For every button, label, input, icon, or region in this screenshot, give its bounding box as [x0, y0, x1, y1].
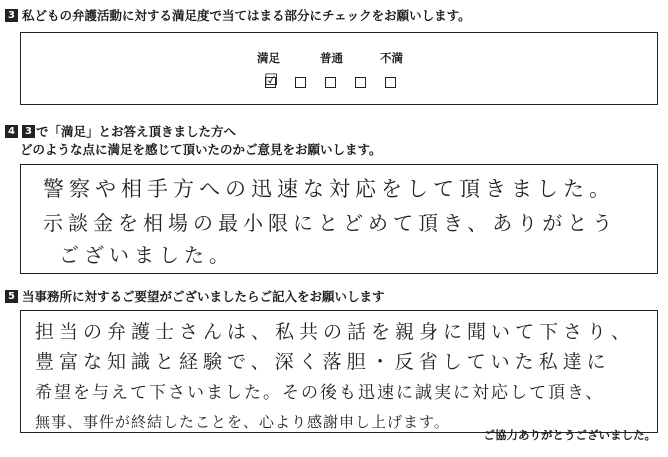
- scale-label-average: 普通: [320, 51, 343, 65]
- q4-answer-line-3: ございました。: [59, 243, 234, 267]
- rating-checkbox-2[interactable]: [295, 77, 306, 88]
- q5-answer-line-1: 担当の弁護士さんは、私共の話を親身に聞いて下さり、: [35, 321, 636, 343]
- scale-label-dissatisfied: 不満: [380, 51, 403, 65]
- q4-ref-badge: 3: [22, 125, 35, 138]
- q5-answer-line-4: 無事、事件が終結したことを、心より感謝申し上げます。: [35, 413, 450, 431]
- q3-heading: [5, 8, 471, 24]
- q5-answer-line-3: 希望を与えて下さいました。その後も迅速に誠実に対応して頂き、: [35, 383, 605, 403]
- q5-answer-box: [20, 310, 658, 433]
- q3-number-badge: 3: [5, 9, 18, 22]
- q5-number-badge: 5: [5, 290, 18, 303]
- q4-answer-line-2: 示談金を相場の最小限にとどめて頂き、ありがとう: [43, 211, 618, 235]
- scale-label-satisfied: 満足: [257, 51, 280, 65]
- rating-checkbox-4[interactable]: [355, 77, 366, 88]
- q4-question-line1: で「満足」とお答え頂きました方へ: [36, 124, 237, 139]
- q5-answer-line-2: 豊富な知識と経験で、深く落胆・反省していた私達に: [35, 351, 611, 373]
- q4-number-badge: 4: [5, 125, 18, 138]
- thank-you-footer: ご協力ありがとうございました。: [483, 428, 656, 442]
- checkmark-icon: ☑: [264, 70, 279, 89]
- q4-question-line2: どのような点に満足を感じて頂いたのかご意見をお願いします。: [20, 142, 382, 157]
- q3-rating-box: [20, 32, 658, 105]
- q4-subheading: [20, 142, 382, 158]
- q5-question: 当事務所に対するご要望がございましたらご記入をお願いします: [22, 289, 385, 304]
- q4-answer-line-1: 警察や相手方への迅速な対応をして頂きました。: [43, 177, 615, 201]
- rating-checkbox-3[interactable]: [325, 77, 336, 88]
- q4-answer-box: [20, 164, 658, 274]
- rating-checkbox-1[interactable]: [264, 70, 279, 89]
- q3-question: 私どもの弁護活動に対する満足度で当てはまる部分にチェックをお願いします。: [22, 8, 471, 23]
- q4-heading: [5, 124, 236, 140]
- q5-heading: [5, 289, 385, 305]
- rating-checkbox-5[interactable]: [385, 77, 396, 88]
